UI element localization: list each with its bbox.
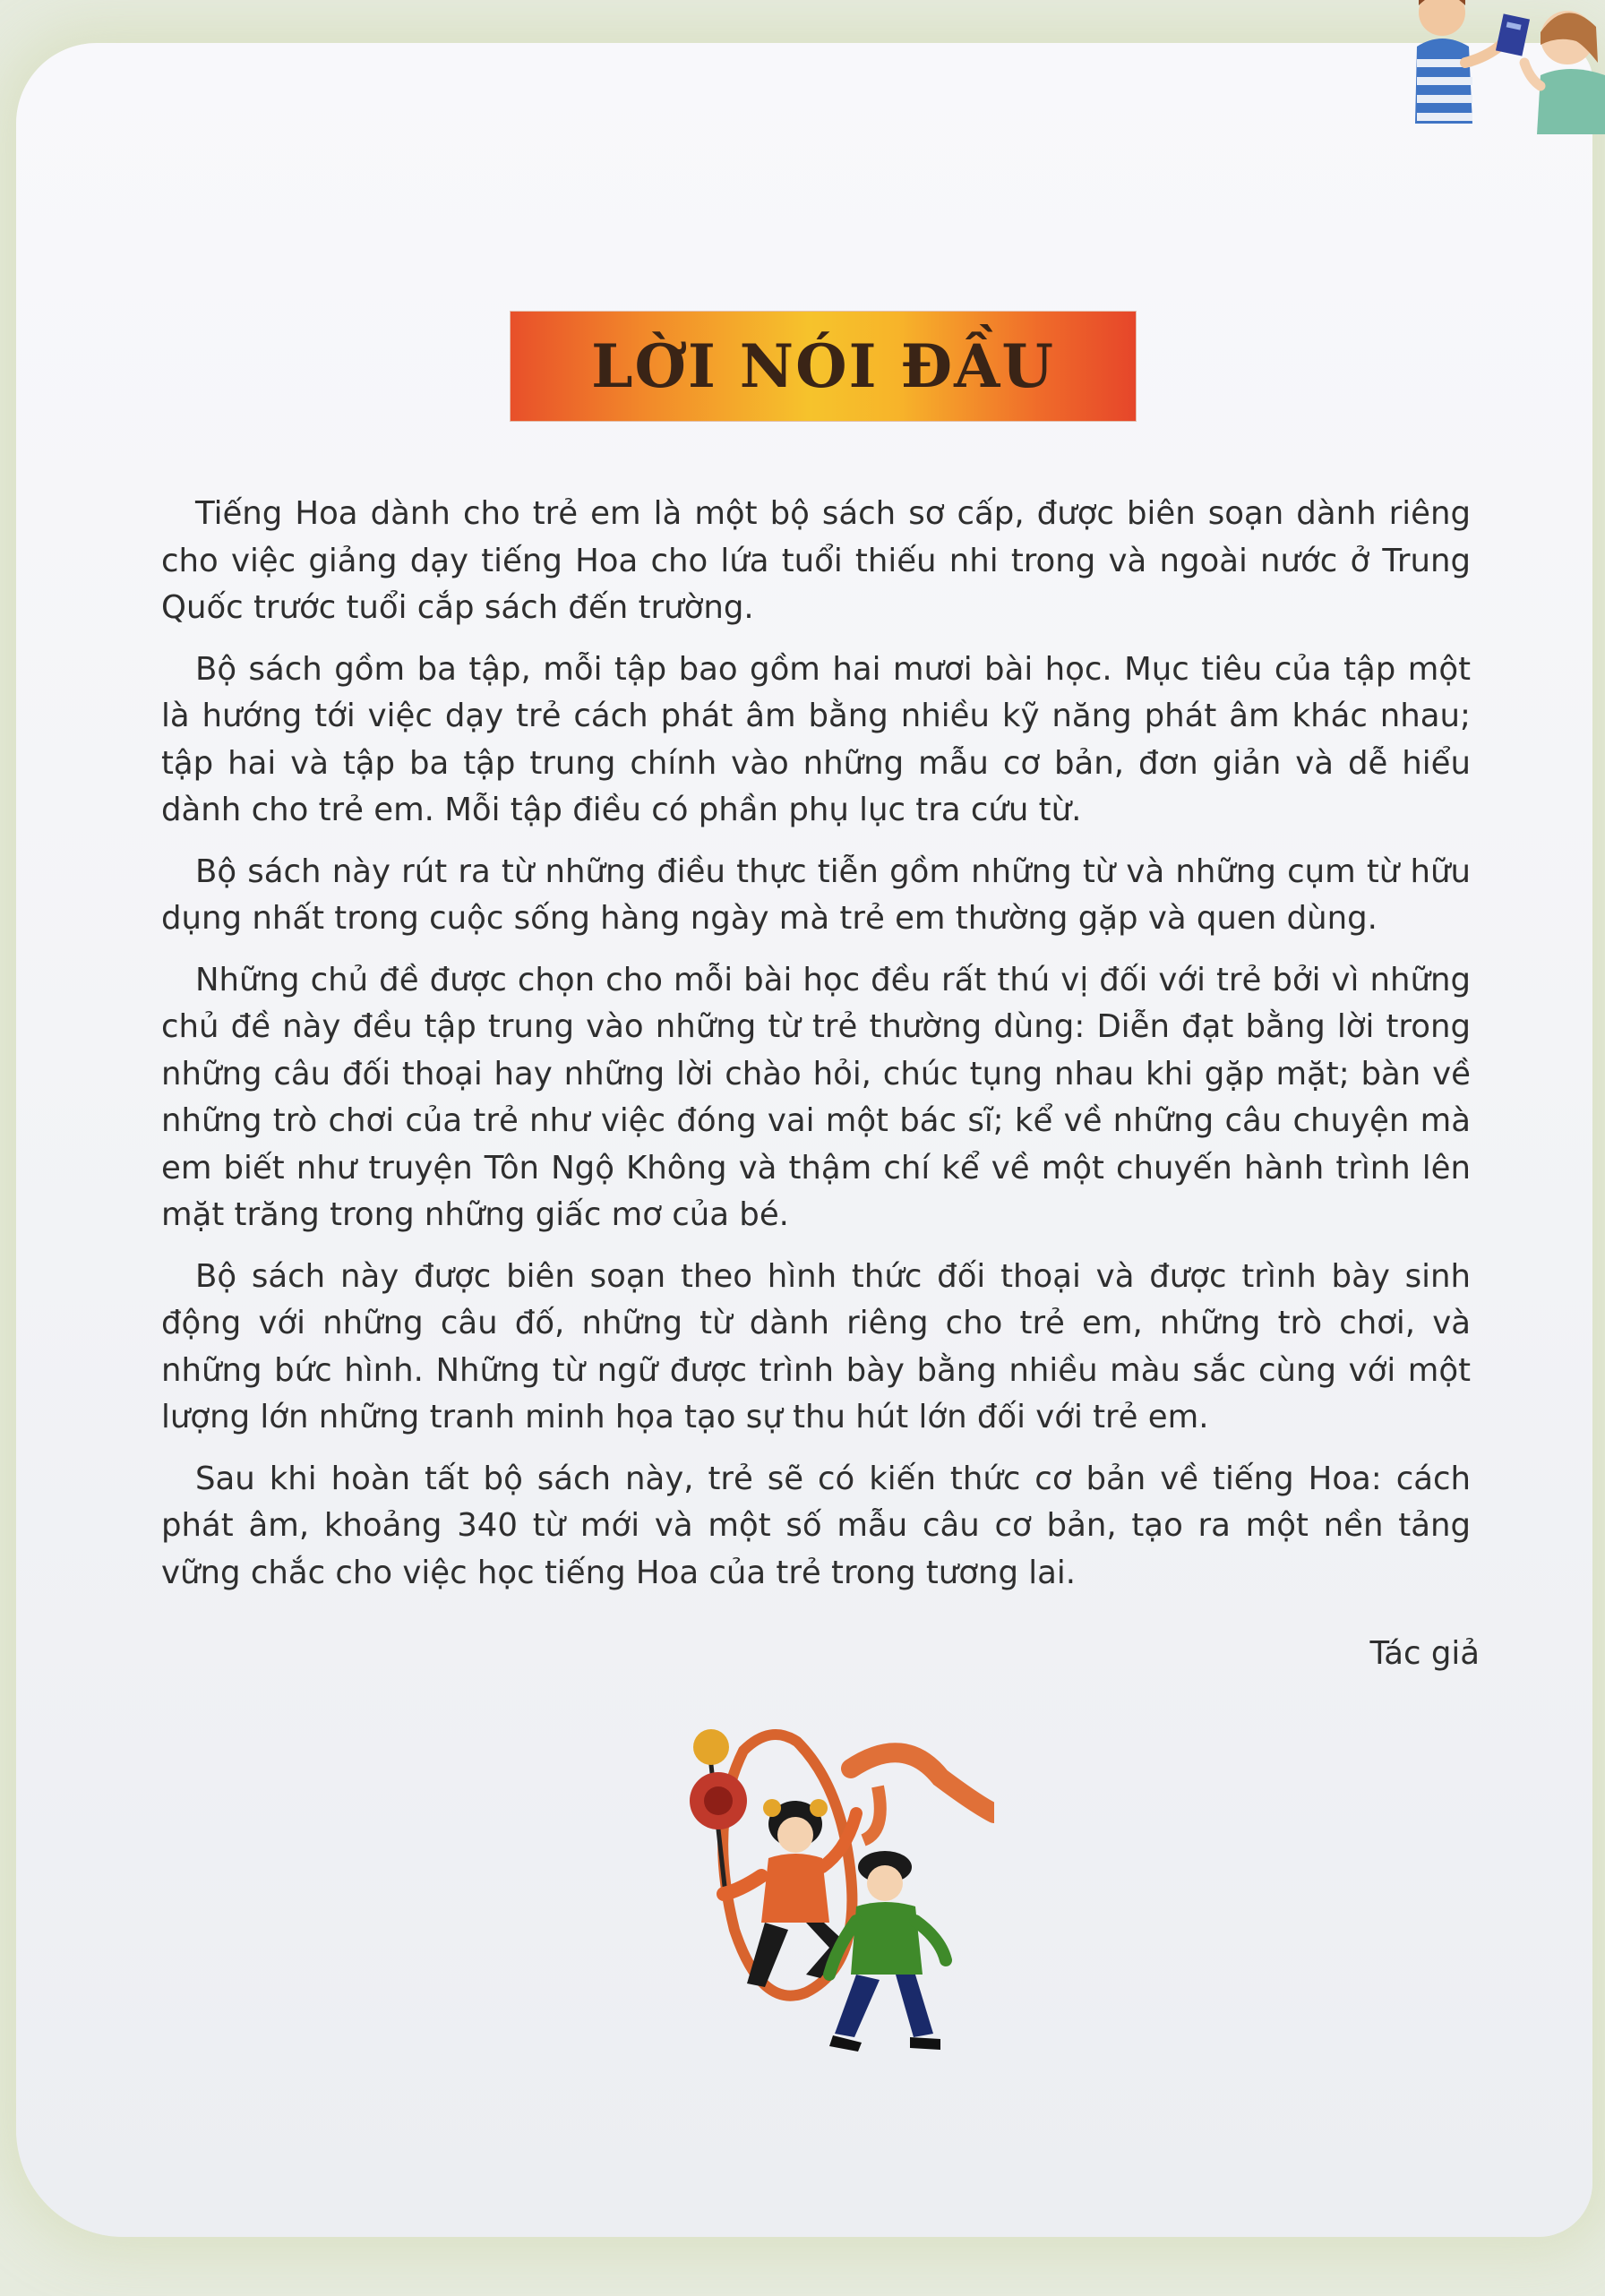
paragraph: Bộ sách này rút ra từ những điều thực tiễn gồm những từ và những cụm từ hữu dụng nhất trong cuộc sống hàng ngày mà trẻ em thường gặp và quen dùng. (161, 852, 1471, 937)
paragraph: Sau khi hoàn tất bộ sách này, trẻ sẽ có kiến thức cơ bản về tiếng Hoa: cách phát âm, khoảng 340 từ mới và một số mẫu câu cơ bản, tạo ra một nền tảng vững chắc cho việc học tiếng Hoa của trẻ trong tương lai. (161, 1460, 1471, 1591)
children-with-book-illustration (1406, 0, 1605, 134)
paragraph: Bộ sách này được biên soạn theo hình thức đối thoại và được trình bày sinh động với những câu đố, những từ dành riêng cho trẻ em, những trò chơi, và những bức hình. Những từ ngữ được trình bày bằng nhiều màu sắc cùng với một lượng lớn những tranh minh họa tạo sự thu hút lớn đối với trẻ em. (161, 1257, 1471, 1435)
preface-body (161, 491, 1471, 1611)
paragraph: Những chủ đề được chọn cho mỗi bài học đều rất thú vị đối với trẻ bởi vì những chủ đề này đều tập trung vào những từ trẻ thường dùng: Diễn đạt bằng lời trong những câu đối thoại hay những lời chào hỏi, chúc tụng nhau khi gặp mặt; bàn về những trò chơi của trẻ như việc đóng vai một bác sĩ; kể về những câu chuyện mà em biết như truyện Tôn Ngộ Không và thậm chí kể về một chuyến hành trình lên mặt trăng trong những giấc mơ của bé. (161, 961, 1471, 1233)
page-title: LỜI NÓI ĐẦU (591, 331, 1055, 401)
paragraph: Tiếng Hoa dành cho trẻ em là một bộ sách sơ cấp, được biên soạn dành riêng cho việc giảng dạy tiếng Hoa cho lứa tuổi thiếu nhi trong và ngoài nước ở Trung Quốc trước tuổi cắp sách đến trường. (161, 495, 1471, 626)
chinese-dancers-papercut-illustration (672, 1715, 994, 2055)
title-banner (511, 312, 1136, 421)
author-signature: Tác giả (1369, 1635, 1480, 1672)
paragraph: Bộ sách gồm ba tập, mỗi tập bao gồm hai mươi bài học. Mục tiêu của tập một là hướng tới việc dạy trẻ cách phát âm bằng nhiều kỹ năng phát âm khác nhau; tập hai và tập ba tập trung chính vào những mẫu cơ bản, đơn giản và dễ hiểu dành cho trẻ em. Mỗi tập điều có phần phụ lục tra cứu từ. (161, 650, 1471, 828)
